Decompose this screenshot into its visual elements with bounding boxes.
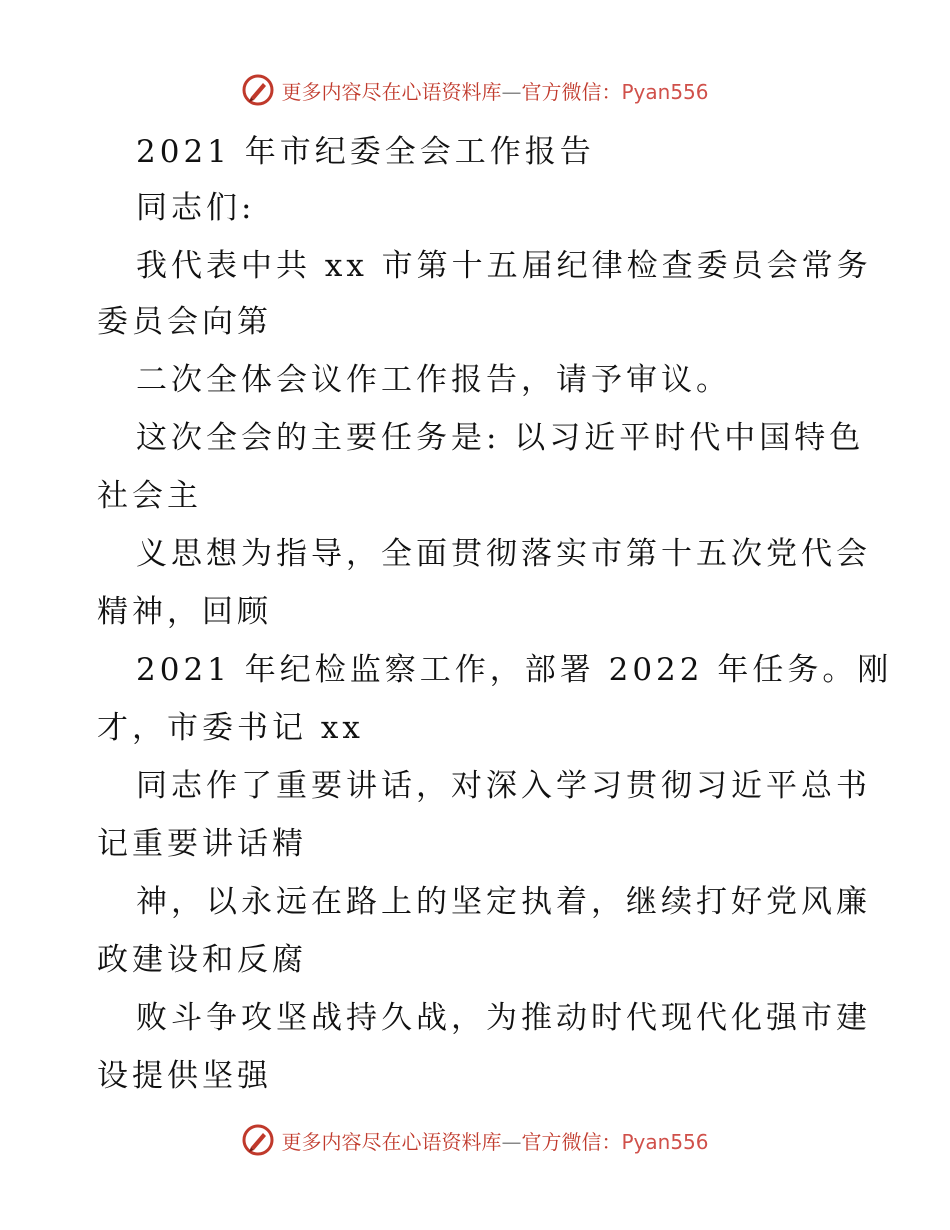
document-title: 2021 年市纪委全会工作报告 <box>136 134 595 170</box>
banner-main-text: 更多内容尽在心语资料库 <box>281 1129 502 1154</box>
text-line: 社会主 <box>97 478 202 514</box>
text-line: 设提供坚强 <box>97 1058 272 1094</box>
banner-wechat-label: 官方微信： <box>521 79 622 104</box>
text-line: 神，以永远在路上的坚定执着，继续打好党风廉 <box>136 884 871 920</box>
text-line: 义思想为指导，全面贯彻落实市第十五次党代会 <box>136 536 871 572</box>
banner-separator: — <box>501 79 522 104</box>
banner-text <box>281 1126 708 1155</box>
text-line: 记重要讲话精 <box>97 826 307 862</box>
text-line: 委员会向第 <box>97 304 272 340</box>
banner-wechat-label: 官方微信： <box>521 1129 622 1154</box>
text-line: 同志们: <box>136 190 256 226</box>
text-line: 二次全体会议作工作报告，请予审议。 <box>136 362 731 398</box>
banner-wechat-id: Pyan556 <box>621 1129 709 1154</box>
banner-wechat-id: Pyan556 <box>621 79 709 104</box>
banner-main-text: 更多内容尽在心语资料库 <box>281 79 502 104</box>
text-line: 这次全会的主要任务是: 以习近平时代中国特色 <box>136 420 865 456</box>
text-line: 精神，回顾 <box>97 594 272 630</box>
banner-text <box>281 76 708 105</box>
pen-logo-icon <box>241 73 275 107</box>
text-line: 我代表中共 xx 市第十五届纪律检查委员会常务 <box>136 248 872 284</box>
header-banner <box>0 70 950 110</box>
text-line: 同志作了重要讲话，对深入学习贯彻习近平总书 <box>136 768 871 804</box>
pen-logo-icon <box>241 1123 275 1157</box>
text-line: 才，市委书记 xx <box>97 710 364 746</box>
footer-banner <box>0 1120 950 1160</box>
text-line: 政建设和反腐 <box>97 942 307 978</box>
text-line: 2021 年纪检监察工作，部署 2022 年任务。刚 <box>136 652 893 688</box>
text-line: 败斗争攻坚战持久战，为推动时代现代化强市建 <box>136 1000 871 1036</box>
banner-separator: — <box>501 1129 522 1154</box>
